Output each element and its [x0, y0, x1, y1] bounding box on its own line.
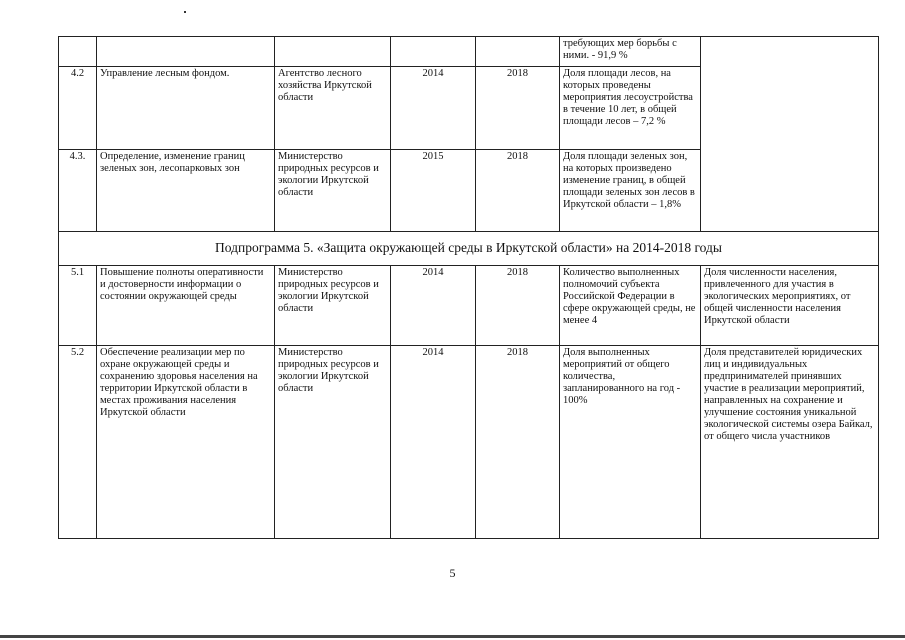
executor: Агентство лесного хозяйства Иркутской области	[275, 67, 391, 150]
end-year	[476, 37, 560, 67]
end-year: 2018	[476, 346, 560, 539]
subprogram-row	[59, 232, 879, 266]
start-year: 2014	[391, 67, 476, 150]
program-measures-table	[58, 36, 879, 539]
executor	[275, 37, 391, 67]
end-year: 2018	[476, 266, 560, 346]
indicator: Доля площади лесов, на которых проведены мероприятия лесоустройства в течение 10 лет, в общей площади лесов – 7,2 %	[560, 67, 701, 150]
row-number: 4.2	[59, 67, 97, 150]
end-year: 2018	[476, 150, 560, 232]
row-number: 4.3.	[59, 150, 97, 232]
measure-name	[97, 37, 275, 67]
measure-name: Определение, изменение границ зеленых зон, лесопарковых зон	[97, 150, 275, 232]
table-row	[59, 346, 879, 539]
start-year: 2015	[391, 150, 476, 232]
indicator: Доля площади зеленых зон, на которых произведено изменение границ, в общей площади зеленых зон лесов в Иркутской области – 1,8%	[560, 150, 701, 232]
scan-speck	[184, 11, 186, 13]
page-number: 5	[449, 566, 456, 580]
table-row	[59, 37, 879, 67]
row-number: 5.2	[59, 346, 97, 539]
measure-name: Повышение полноты оперативности и достоверности информации о состоянии окружающей среды	[97, 266, 275, 346]
indicator: Доля выполненных мероприятий от общего количества, запланированного на год - 100%	[560, 346, 701, 539]
indicator: требующих мер борьбы с ними. - 91,9 %	[560, 37, 701, 67]
end-year: 2018	[476, 67, 560, 150]
indicator: Количество выполненных полномочий субъекта Российской Федерации в сфере окружающей среды, не менее 4	[560, 266, 701, 346]
executor: Министерство природных ресурсов и экологии Иркутской области	[275, 346, 391, 539]
start-year	[391, 37, 476, 67]
start-year: 2014	[391, 266, 476, 346]
row-number	[59, 37, 97, 67]
row-number: 5.1	[59, 266, 97, 346]
start-year: 2014	[391, 346, 476, 539]
table-row	[59, 266, 879, 346]
measure-name: Обеспечение реализации мер по охране окружающей среды и сохранению здоровья населения на территории Иркутской области в местах проживания населения Иркутской области	[97, 346, 275, 539]
executor: Министерство природных ресурсов и экологии Иркутской области	[275, 150, 391, 232]
subprogram-title: Подпрограмма 5. «Защита окружающей среды в Иркутской области» на 2014-2018 годы	[59, 232, 879, 266]
target-indicator: Доля представителей юридических лиц и индивидуальных предпринимателей принявших участие в реализации мероприятий, направленных на сохранение и улучшение состояния уникальной экологической системы озера Байкал, от общего числа участников	[701, 346, 879, 539]
target-indicator-empty	[701, 37, 879, 232]
target-indicator: Доля численности населения, привлеченного для участия в экологических мероприятиях, от общей численности населения Иркутской области	[701, 266, 879, 346]
executor: Министерство природных ресурсов и экологии Иркутской области	[275, 266, 391, 346]
scan-edge-line	[0, 635, 905, 638]
measure-name: Управление лесным фондом.	[97, 67, 275, 150]
